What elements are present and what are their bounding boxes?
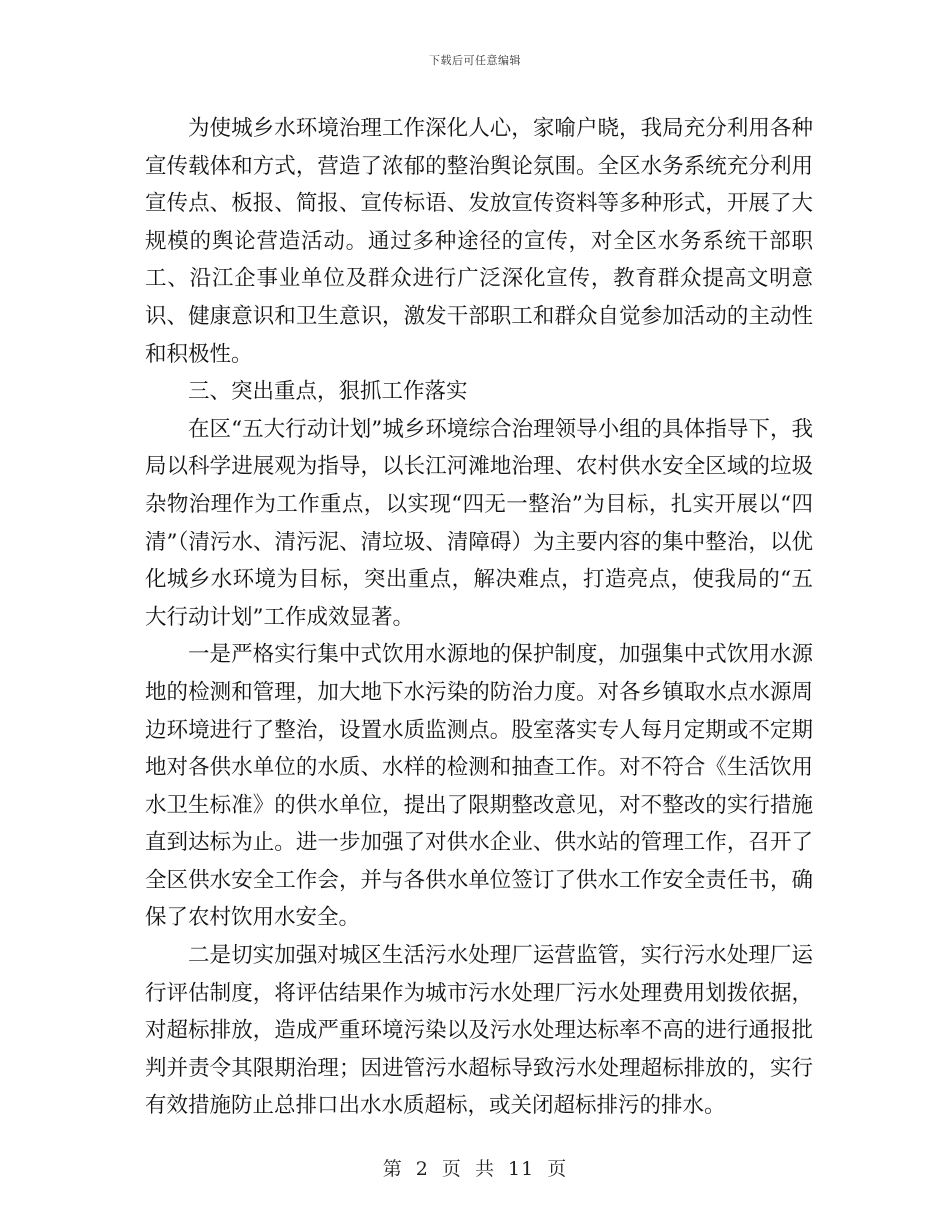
page-number-footer: 第 2 页 共 11 页 [382, 1158, 568, 1180]
section-heading-3: 三、突出重点，狠抓工作落实 [188, 379, 468, 405]
paragraph-drinking-water: 一是严格实行集中式饮用水源地的保护制度，加强集中式饮用水源地的检测和管理，加大地下水污染的防治力度。对各乡镇取水点水源周边环境进行了整治，设置水质监测点。股室落实专人每月定期或不定期地对各供水单位的水质、水样的检测和抽查工作。对不符合《生活饮用水卫生标准》的供水单位，提出了限期整改意见，对不整改的实行措施直到达标为止。进一步加强了对供水企业、供水站的管理工作，召开了全区供水安全工作会，并与各供水单位签订了供水工作安全责任书，确保了农村饮用水安全。 [145, 642, 813, 931]
paragraph-sewage-treatment: 二是切实加强对城区生活污水处理厂运营监管，实行污水处理厂运行评估制度，将评估结果作为城市污水处理厂污水处理费用划拨依据，对超标排放，造成严重环境污染以及污水处理达标率不高的进行通报批判并责令其限期治理；因进管污水超标导致污水处理超标排放的，实行有效措施防止总排口出水水质超标，或关闭超标排污的排水。 [145, 943, 813, 1119]
paragraph-publicity: 为使城乡水环境治理工作深化人心，家喻户晓，我局充分利用各种宣传载体和方式，营造了浓郁的整治舆论氛围。全区水务系统充分利用宣传点、板报、简报、宣传标语、发放宣传资料等多种形式，开展了大规模的舆论营造活动。通过多种途径的宣传，对全区水务系统干部职工、沿江企事业单位及群众进行广泛深化宣传，教育群众提高文明意识、健康意识和卫生意识，激发干部职工和群众自觉参加活动的主动性和积极性。 [145, 116, 813, 367]
document-body [145, 110, 813, 1125]
paragraph-five-actions: 在区“五大行动计划”城乡环境综合治理领导小组的具体指导下，我局以科学进展观为指导，以长江河滩地治理、农村供水安全区域的垃圾杂物治理作为工作重点，以实现“四无一整治”为目标，扎实开展以“四清”（清污水、清污泥、清垃圾、清障碍）为主要内容的集中整治，以优化城乡水环境为目标，突出重点，解决难点，打造亮点，使我局的“五大行动计划”工作成效显著。 [145, 416, 813, 630]
page-header: 下载后可任意编辑 [429, 54, 521, 67]
